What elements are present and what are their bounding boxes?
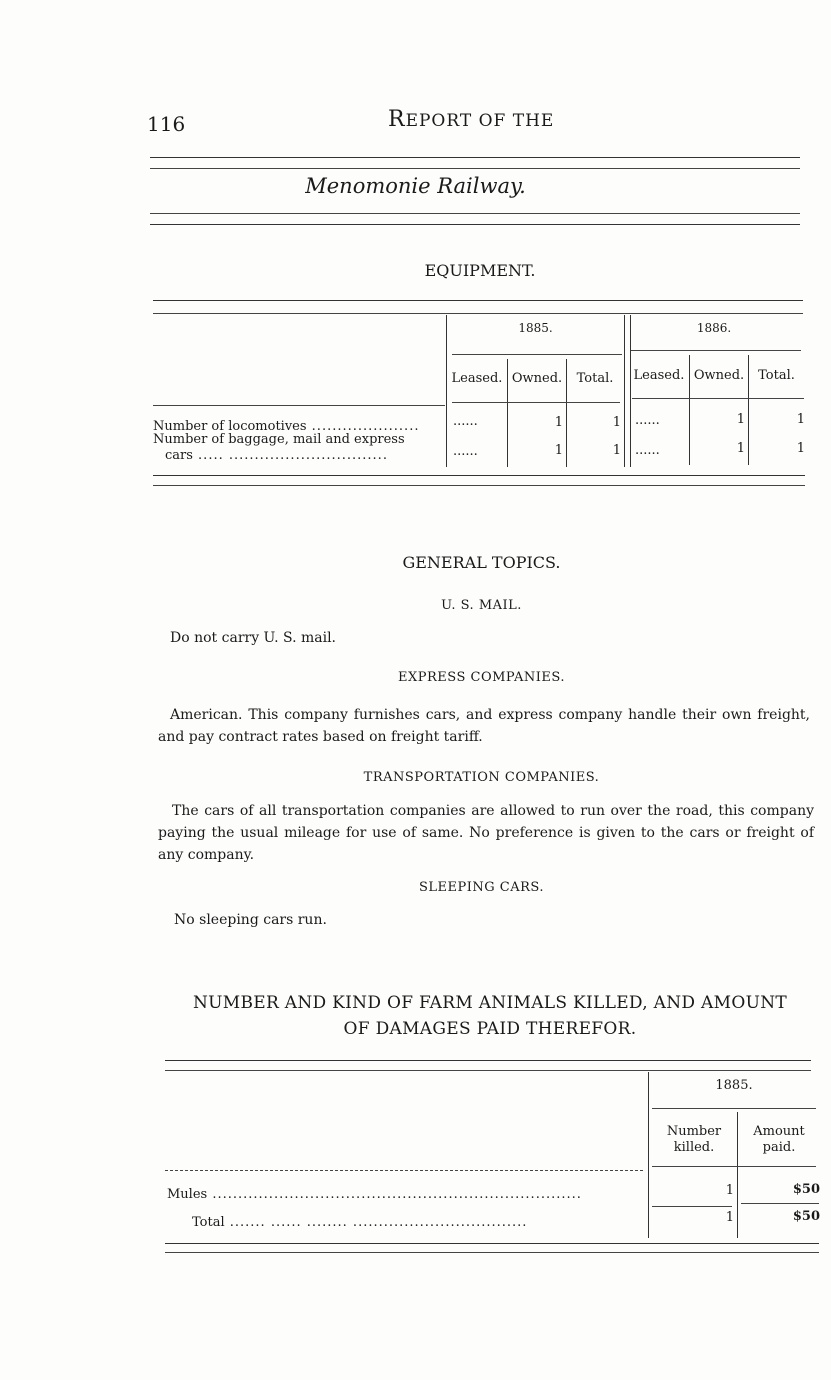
running-header-rest: EPORT OF THE xyxy=(405,111,555,131)
equipment-cell: ...... xyxy=(635,443,660,458)
equipment-cell: 1 xyxy=(796,441,805,456)
col-1886-owned: Owned. xyxy=(693,368,745,383)
sleeping-cars-heading: SLEEPING CARS. xyxy=(419,880,544,895)
farm-row-label: Total ....... ...... ........ .................................. xyxy=(192,1215,528,1230)
farm-total-rule-2 xyxy=(741,1203,819,1204)
farm-cell-number: 1 xyxy=(725,1210,734,1225)
equipment-rule-top xyxy=(153,300,803,301)
equipment-cell: ...... xyxy=(453,414,478,429)
farm-col-amount xyxy=(738,1124,820,1156)
railway-name: Menomonie Railway. xyxy=(305,174,526,198)
farm-animals-heading-line1: NUMBER AND KIND OF FARM ANIMALS KILLED, AND AMOUNT xyxy=(192,993,788,1013)
col-1886-rule xyxy=(632,398,804,399)
farm-col-number xyxy=(652,1124,736,1156)
general-topics-heading: GENERAL TOPICS. xyxy=(402,553,561,572)
col-1886-leased: Leased. xyxy=(633,368,685,383)
equipment-row-label-cont: cars ..... ............................... xyxy=(165,448,388,463)
equipment-heading: EQUIPMENT. xyxy=(424,261,536,280)
header-rule-top xyxy=(150,157,800,158)
farm-col-number-line1: Number xyxy=(666,1124,722,1139)
year-1885-label: 1885. xyxy=(518,321,553,335)
equipment-row-label-text: Number of locomotives xyxy=(153,419,307,434)
equipment-col-divider xyxy=(446,315,447,467)
equipment-rule-bottom-2 xyxy=(153,485,805,486)
farm-stub-rule xyxy=(165,1170,643,1171)
equipment-rule-top-2 xyxy=(153,313,803,314)
farm-row-label-text: Total xyxy=(192,1215,225,1230)
col-1885-total: Total. xyxy=(576,371,614,386)
farm-cell-amount: $50 xyxy=(792,1182,820,1197)
express-companies-text: American. This company furnishes cars, and express company handle their own freight, and pay contract rates based on freight tariff. xyxy=(158,707,810,745)
transportation-companies-text: The cars of all transportation companies are allowed to run over the road, this company paying the usual mileage for use of same. No preference is given to the cars or freight of any company. xyxy=(158,803,814,863)
year-1886-label: 1886. xyxy=(696,321,732,335)
equipment-row-label: Number of baggage, mail and express xyxy=(153,432,405,447)
equipment-cell: 1 xyxy=(736,412,745,427)
farm-col-amount-line2: paid. xyxy=(762,1140,796,1155)
transportation-companies-heading: TRANSPORTATION COMPANIES. xyxy=(363,770,600,785)
express-companies-heading: EXPRESS COMPANIES. xyxy=(398,670,565,685)
farm-row-label-text: Mules xyxy=(167,1187,208,1202)
farm-animals-heading-line2: OF DAMAGES PAID THEREFOR. xyxy=(343,1019,637,1039)
farm-col-amount-line1: Amount xyxy=(753,1124,805,1139)
farm-cell-amount: $50 xyxy=(792,1209,820,1224)
farm-cols-rule xyxy=(652,1166,816,1167)
year-1886-rule xyxy=(631,350,801,351)
equipment-cell: 1 xyxy=(554,443,563,458)
equipment-rule-bottom xyxy=(153,475,805,476)
farm-year-label: 1885. xyxy=(715,1078,753,1093)
equipment-year-divider xyxy=(624,315,631,467)
running-header-cap: R xyxy=(388,107,406,132)
equipment-cell: ...... xyxy=(453,444,478,459)
equipment-cell: 1 xyxy=(612,443,621,458)
header-rule-bottom-2 xyxy=(150,224,800,225)
us-mail-heading: U. S. MAIL. xyxy=(441,598,522,613)
page-number: 116 xyxy=(147,112,186,136)
farm-rule-top-2 xyxy=(165,1070,811,1071)
stub-rule xyxy=(153,405,445,406)
farm-rule-top xyxy=(165,1060,811,1061)
farm-cell-number: 1 xyxy=(725,1183,734,1198)
header-rule-top-2 xyxy=(150,168,800,169)
farm-col-number-line2: killed. xyxy=(673,1140,715,1155)
equipment-cell: 1 xyxy=(796,412,805,427)
farm-col-divider xyxy=(648,1072,649,1238)
col-1886-total: Total. xyxy=(758,368,795,383)
farm-rule-bottom-2 xyxy=(165,1252,819,1253)
col-1885-leased: Leased. xyxy=(451,371,503,386)
farm-row-label: Mules ........................................................................ xyxy=(167,1187,582,1202)
equipment-row-label: Number of locomotives ..................... xyxy=(153,419,420,434)
equipment-cell: 1 xyxy=(736,441,745,456)
farm-year-rule xyxy=(652,1108,816,1109)
equipment-cell: 1 xyxy=(554,415,563,430)
equipment-cell: ...... xyxy=(635,413,660,428)
farm-rule-bottom xyxy=(165,1243,819,1244)
header-rule-bottom xyxy=(150,213,800,214)
farm-total-rule-1 xyxy=(652,1206,732,1207)
year-1885-rule xyxy=(452,354,622,355)
farm-animals-heading xyxy=(150,990,830,1042)
equipment-row-label-cont-text: cars xyxy=(165,448,193,463)
sleeping-cars-text: No sleeping cars run. xyxy=(174,912,327,928)
equipment-cell: 1 xyxy=(612,415,621,430)
col-1885-owned: Owned. xyxy=(511,371,563,386)
running-header xyxy=(388,107,554,132)
us-mail-text: Do not carry U. S. mail. xyxy=(170,630,336,646)
col-1885-rule xyxy=(452,402,620,403)
